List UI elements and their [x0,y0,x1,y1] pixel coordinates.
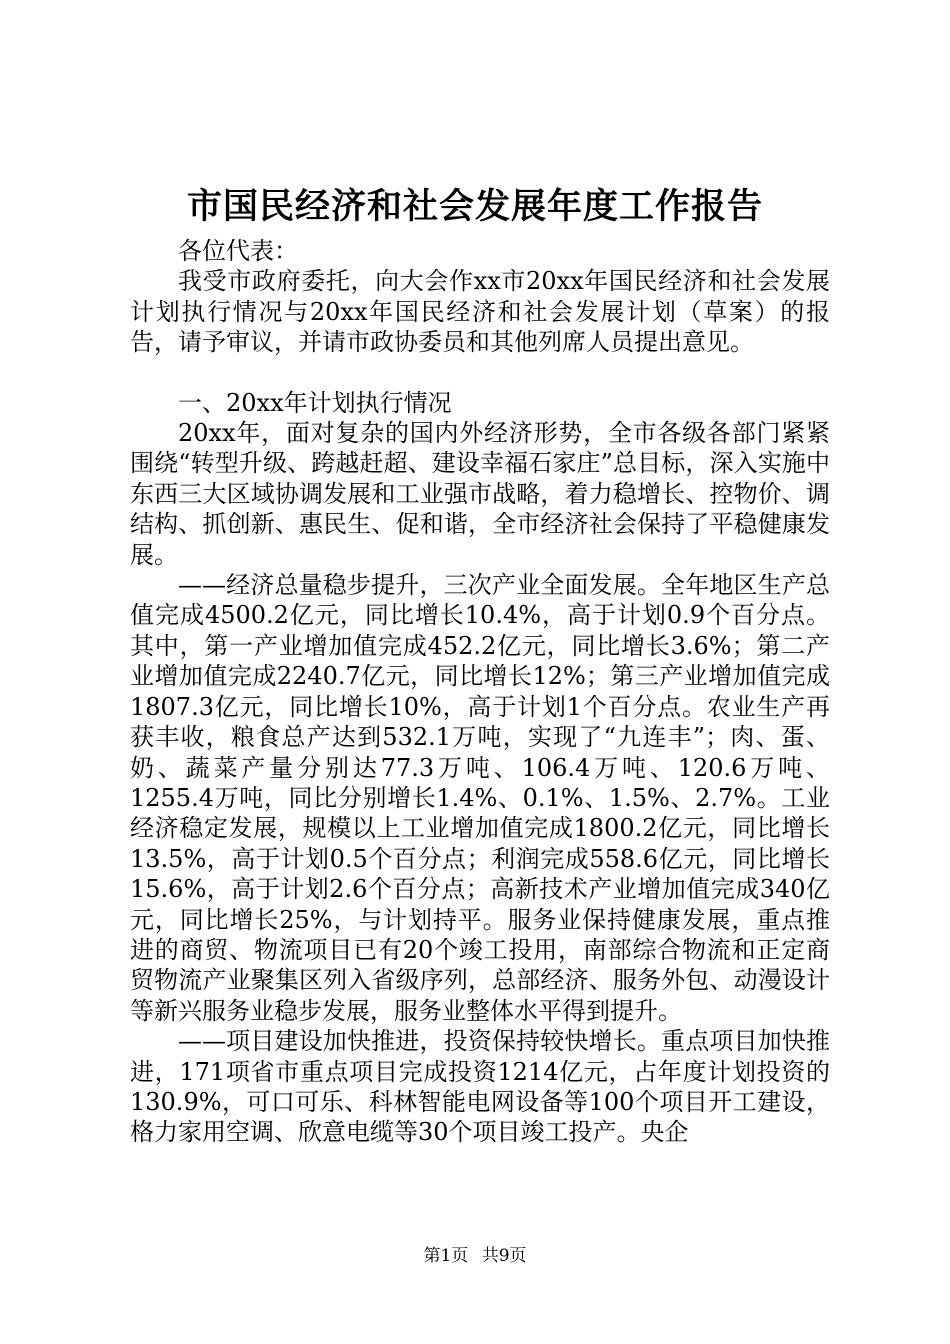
investment-paragraph: ——项目建设加快推进，投资保持较快增长。重点项目加快推进，171项省市重点项目完成投资1214亿元，占年度计划投资的130.9%，可口可乐、科林智能电网设备等100个项目开工建设，格力家用空调、欣意电缆等30个项目竣工投产。央企 [130,1027,830,1147]
salutation-paragraph: 各位代表： [178,237,298,265]
document-title: 市国民经济和社会发展年度工作报告 [186,186,763,227]
overview-paragraph: 20xx年，面对复杂的国内外经济形势，全市各级各部门紧紧围绕“转型升级、跨越赶超、建设幸福石家庄”总目标，深入实施中东西三大区域协调发展和工业强市战略，着力稳增长、控物价、调结构、抓创新、惠民生、促和谐，全市经济社会保持了平稳健康发展。 [130,419,830,569]
section-heading: 一、20xx年计划执行情况 [178,388,452,417]
page-footer [0,1244,950,1268]
intro-paragraph: 我受市政府委托，向大会作xx市20xx年国民经济和社会发展计划执行情况与20xx年国民经济和社会发展计划（草案）的报告，请予审议，并请市政协委员和其他列席人员提出意见。 [130,267,830,357]
page-total: 共9页 [481,1246,527,1266]
document-body [130,236,830,1148]
economy-paragraph: ——经济总量稳步提升，三次产业全面发展。全年地区生产总值完成4500.2亿元，同比增长10.4%，高于计划0.9个百分点。其中，第一产业增加值完成452.2亿元，同比增长3.6%；第二产业增加值完成2240.7亿元，同比增长12%；第三产业增加值完成1807.3亿元，同比增长10%，高于计划1个百分点。农业生产再获丰收，粮食总产达到532.1万吨，实现了“九连丰”；肉、蛋、奶、蔬菜产量分别达77.3万吨、106.4万吨、120.6万吨、1255.4万吨，同比分别增长1.4%、0.1%、1.5%、2.7%。工业经济稳定发展，规模以上工业增加值完成1800.2亿元，同比增长13.5%，高于计划0.5个百分点；利润完成558.6亿元，同比增长15.6%，高于计划2.6个百分点；高新技术产业增加值完成340亿元，同比增长25%，与计划持平。服务业保持健康发展，重点推进的商贸、物流项目已有20个竣工投用，南部综合物流和正定商贸物流产业聚集区列入省级序列，总部经济、服务外包、动漫设计等新兴服务业稳步发展，服务业整体水平得到提升。 [130,571,830,1025]
page-number: 第1页 [423,1246,469,1266]
